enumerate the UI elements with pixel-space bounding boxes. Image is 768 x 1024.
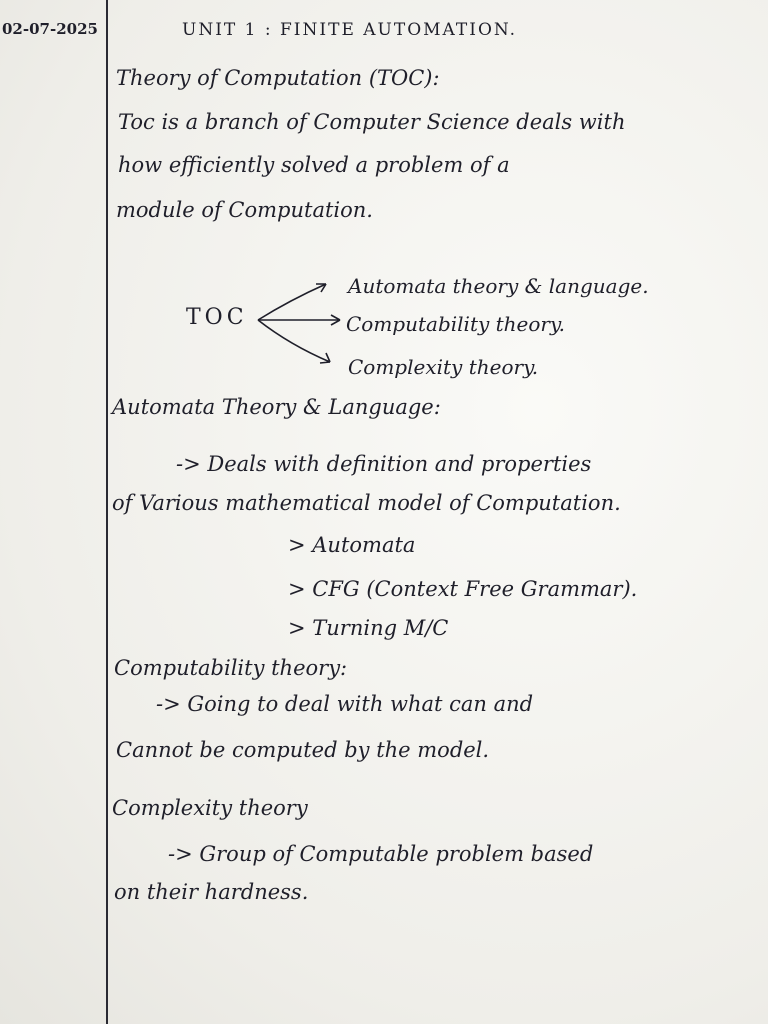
automata-item: > Turning M/C <box>288 616 449 640</box>
computability-line: -> Going to deal with what can and <box>156 692 534 716</box>
branch-computability: Computability theory. <box>346 312 565 336</box>
page-title: UNIT 1 : FINITE AUTOMATION. <box>182 20 518 40</box>
definition-line: Toc is a branch of Computer Science deals with <box>118 110 626 134</box>
toc-heading: Theory of Computation (TOC): <box>116 66 440 90</box>
branch-automata: Automata theory & language. <box>348 274 649 298</box>
complexity-line: on their hardness. <box>114 880 309 904</box>
automata-item: > Automata <box>288 533 416 557</box>
computability-line: Cannot be computed by the model. <box>116 738 490 762</box>
date: 02-07-2025 <box>2 20 98 38</box>
branch-complexity: Complexity theory. <box>348 355 539 379</box>
definition-line: how efficiently solved a problem of a <box>118 153 510 177</box>
automata-item: > CFG (Context Free Grammar). <box>288 577 638 601</box>
complexity-heading: Complexity theory <box>112 796 308 820</box>
definition-line: module of Computation. <box>116 198 373 222</box>
arrow-to-complexity <box>258 320 330 362</box>
diagram-root: TOC <box>186 305 248 330</box>
complexity-line: -> Group of Computable problem based <box>168 842 594 866</box>
automata-line: of Various mathematical model of Computation. <box>112 491 621 515</box>
automata-line: -> Deals with definition and properties <box>176 452 592 476</box>
automata-heading: Automata Theory & Language: <box>112 395 441 419</box>
computability-heading: Computability theory: <box>114 656 348 680</box>
arrow-to-automata <box>258 284 326 320</box>
